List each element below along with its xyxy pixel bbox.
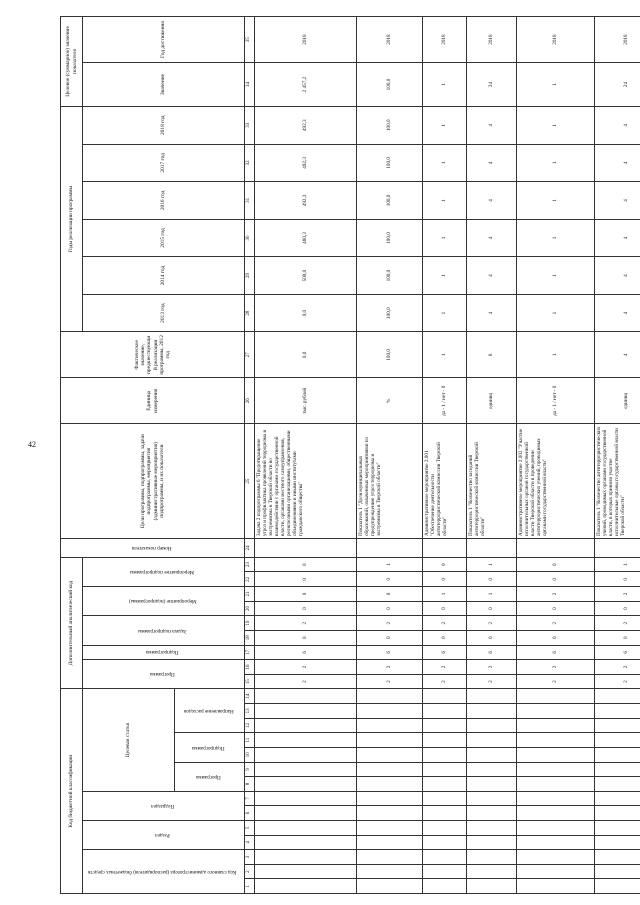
code-digit: 0 <box>357 601 423 616</box>
row-final-year: 2018 <box>595 17 640 63</box>
data-rows <box>255 17 640 894</box>
column-number: 7 <box>245 791 255 806</box>
task-header: Задача подпрограммы <box>83 616 245 645</box>
row-year-value: 4 <box>467 144 517 182</box>
code-digit: 2 <box>467 674 517 689</box>
table-row <box>255 17 357 894</box>
row-unit: да - 1 / нет - 0 <box>517 378 595 424</box>
final-group-header: Целевое (суммарное) значение показателя <box>61 17 83 107</box>
row-year-value: 1 <box>517 219 595 257</box>
subprogram-subheader: Подпрограмма <box>175 733 245 762</box>
kbk-cell <box>595 704 640 719</box>
row-year-value: 4 <box>595 144 640 182</box>
table-row <box>467 17 517 894</box>
kbk-cell <box>357 762 423 777</box>
kbk-cell <box>357 879 423 894</box>
kbk-cell <box>595 806 640 821</box>
column-number: 19 <box>245 616 255 631</box>
kbk-cell <box>517 879 595 894</box>
year-2017-header: 2017 год <box>83 144 245 182</box>
code-digit: 2 <box>517 660 595 675</box>
row-year-value: 0,0 <box>255 294 357 332</box>
rotated-table-frame <box>60 16 630 894</box>
column-number: 29 <box>245 257 255 295</box>
indicator-number-cell <box>467 539 517 558</box>
code-digit: 2 <box>467 616 517 631</box>
kbk-cell <box>255 704 357 719</box>
section-header: Раздел <box>83 820 245 849</box>
kbk-cell <box>467 747 517 762</box>
indicator-number-cell <box>595 539 640 558</box>
kbk-cell <box>357 864 423 879</box>
row-final-value: 24 <box>595 63 640 107</box>
row-fact: 100,0 <box>357 332 423 378</box>
row-year-value: 4 <box>595 182 640 220</box>
code-digit: 2 <box>357 674 423 689</box>
code-digit: 0 <box>255 572 357 587</box>
kbk-cell <box>255 879 357 894</box>
column-number: 9 <box>245 762 255 777</box>
column-number: 23 <box>245 557 255 572</box>
kbk-cell <box>517 791 595 806</box>
purpose-article-header: Целевая статья <box>83 689 175 791</box>
row-fact: 0,0 <box>255 332 357 378</box>
column-number: 5 <box>245 820 255 835</box>
row-year-value: 100,0 <box>357 106 423 144</box>
code-digit: 0 <box>467 601 517 616</box>
code-digit: 2 <box>255 616 357 631</box>
row-name: Показатель 1 "Количество заседаний антитеррористической комиссии Тверской области" <box>467 424 517 539</box>
program-subheader: Программа <box>175 762 245 791</box>
code-digit: 6 <box>357 645 423 660</box>
code-digit: 1 <box>467 557 517 572</box>
kbk-cell <box>517 820 595 835</box>
code-digit: 0 <box>357 572 423 587</box>
row-year-value: 1 <box>423 257 467 295</box>
indicator-number-cell <box>255 539 357 558</box>
kbk-cell <box>423 704 467 719</box>
kbk-cell <box>467 704 517 719</box>
row-year-value: 492,3 <box>255 182 357 220</box>
kbk-cell <box>357 718 423 733</box>
kbk-cell <box>255 820 357 835</box>
unit-header: Единица измерения <box>61 378 245 424</box>
code-digit: 2 <box>595 616 640 631</box>
code-digit: 2 <box>517 674 595 689</box>
column-number: 24 <box>245 539 255 558</box>
admin-code-header: Код главного администратора (распорядителя) бюджетных средств <box>83 850 245 894</box>
column-numbers-row <box>245 17 255 894</box>
code-digit: 0 <box>595 630 640 645</box>
code-digit: 1 <box>595 557 640 572</box>
kbk-cell <box>255 733 357 748</box>
column-number: 33 <box>245 106 255 144</box>
year-2014-header: 2014 год <box>83 257 245 295</box>
kbk-cell <box>357 747 423 762</box>
code-digit: 0 <box>423 630 467 645</box>
column-number: 1 <box>245 879 255 894</box>
row-year-value: 1 <box>517 144 595 182</box>
code-digit: 1 <box>357 557 423 572</box>
row-year-value: 1 <box>517 294 595 332</box>
code-digit: 2 <box>255 674 357 689</box>
kbk-cell <box>517 835 595 850</box>
kbk-cell <box>357 704 423 719</box>
event-header: Мероприятие (подпрограммы) <box>83 587 245 616</box>
column-number: 22 <box>245 572 255 587</box>
kbk-cell <box>255 747 357 762</box>
row-final-value: 1 <box>517 63 595 107</box>
page-number: 42 <box>28 440 36 449</box>
kbk-cell <box>467 850 517 865</box>
kbk-cell <box>595 850 640 865</box>
row-final-value: 1 <box>423 63 467 107</box>
row-fact: 1 <box>517 332 595 378</box>
kbk-cell <box>423 762 467 777</box>
column-number: 32 <box>245 144 255 182</box>
kbk-header: Код бюджетной классификации <box>61 689 83 894</box>
row-name: Показатель 1 "Количество антитеррористических учений, проводимых органами государственной власти, в которых приняли участие исполнительные органы государственной власти Тверской области" <box>595 424 640 539</box>
kbk-cell <box>517 850 595 865</box>
kbk-cell <box>595 689 640 704</box>
kbk-cell <box>255 762 357 777</box>
kbk-cell <box>467 806 517 821</box>
row-year-value: 480,3 <box>255 219 357 257</box>
row-year-value: 1 <box>423 219 467 257</box>
kbk-cell <box>595 762 640 777</box>
row-year-value: 100,0 <box>357 144 423 182</box>
column-number: 27 <box>245 332 255 378</box>
kbk-cell <box>423 850 467 865</box>
row-name: Показатель 1 "Доля муниципальных образований, охваченных мероприятиями по предупреждению угроз терроризма и экстремизма в Тверской области" <box>357 424 423 539</box>
indicator-number-cell <box>423 539 467 558</box>
row-final-year: 2018 <box>255 17 357 63</box>
kbk-cell <box>595 747 640 762</box>
row-unit: единиц <box>595 378 640 424</box>
row-unit: да - 1 / нет - 0 <box>423 378 467 424</box>
kbk-cell <box>467 879 517 894</box>
row-unit: единиц <box>467 378 517 424</box>
row-final-value: 100,0 <box>357 63 423 107</box>
indicator-number-header: Номер показателя <box>61 539 245 558</box>
kbk-cell <box>467 733 517 748</box>
row-year-value: 4 <box>595 219 640 257</box>
kbk-cell <box>423 718 467 733</box>
code-digit: 6 <box>255 645 357 660</box>
kbk-cell <box>595 777 640 792</box>
column-number: 30 <box>245 219 255 257</box>
column-number: 16 <box>245 660 255 675</box>
code-digit: 6 <box>517 645 595 660</box>
row-final-year: 2018 <box>423 17 467 63</box>
kbk-cell <box>595 791 640 806</box>
code-digit: 2 <box>423 660 467 675</box>
row-final-year: 2018 <box>357 17 423 63</box>
program-classifier-header: Дополнительный аналитический код <box>61 557 83 689</box>
column-number: 15 <box>245 674 255 689</box>
row-fact: 1 <box>423 332 467 378</box>
column-number: 4 <box>245 835 255 850</box>
kbk-cell <box>467 864 517 879</box>
kbk-cell <box>255 806 357 821</box>
row-year-value: 4 <box>595 106 640 144</box>
kbk-cell <box>423 777 467 792</box>
row-year-value: 100,0 <box>357 219 423 257</box>
kbk-cell <box>467 820 517 835</box>
code-digit: 2 <box>255 660 357 675</box>
row-final-year: 2018 <box>467 17 517 63</box>
code-digit: 0 <box>467 572 517 587</box>
kbk-cell <box>595 864 640 879</box>
column-number: 35 <box>245 17 255 63</box>
kbk-cell <box>255 777 357 792</box>
row-year-value: 4 <box>467 219 517 257</box>
code-digit: 2 <box>517 616 595 631</box>
event3-header: Мероприятие подпрограммы <box>83 557 245 586</box>
row-year-value: 500,0 <box>255 257 357 295</box>
row-year-value: 1 <box>423 144 467 182</box>
row-year-value: 100,0 <box>357 257 423 295</box>
code-digit: 2 <box>595 674 640 689</box>
code-digit: 2 <box>595 660 640 675</box>
row-year-value: 100,0 <box>357 294 423 332</box>
row-year-value: 1 <box>423 106 467 144</box>
kbk-cell <box>357 850 423 865</box>
kbk-cell <box>423 747 467 762</box>
row-name: Административное мероприятие 2.001 "Обеспечение деятельности антитеррористической комиссии Тверской области" <box>423 424 467 539</box>
code-digit: 2 <box>595 587 640 602</box>
kbk-cell <box>517 733 595 748</box>
kbk-cell <box>423 791 467 806</box>
kbk-cell <box>467 791 517 806</box>
kbk-cell <box>423 689 467 704</box>
final-value-header: Значение <box>83 63 245 107</box>
column-number: 26 <box>245 378 255 424</box>
table-row <box>517 17 595 894</box>
row-year-value: 4 <box>467 294 517 332</box>
kbk-cell <box>255 835 357 850</box>
kbk-cell <box>467 718 517 733</box>
row-year-value: 4 <box>595 294 640 332</box>
indicator-number-cell <box>517 539 595 558</box>
code-digit: 0 <box>517 572 595 587</box>
code-digit: 6 <box>595 645 640 660</box>
row-year-value: 4 <box>467 257 517 295</box>
row-year-value: 1 <box>517 257 595 295</box>
kbk-cell <box>517 777 595 792</box>
row-final-value: 24 <box>467 63 517 107</box>
code-digit: 0 <box>357 630 423 645</box>
name-header: Цели программы, подпрограммы, задачи подпрограммы, мероприятия (административные мероприятия) подпрограммы, и их показатели <box>61 424 245 539</box>
code-digit: 6 <box>423 645 467 660</box>
kbk-cell <box>357 806 423 821</box>
code-digit: 0 <box>255 601 357 616</box>
row-year-value: 100,0 <box>357 182 423 220</box>
code-digit: 2 <box>423 674 467 689</box>
kbk-cell <box>255 718 357 733</box>
kbk-cell <box>255 689 357 704</box>
years-group-header: Годы реализации программы <box>61 106 83 331</box>
kbk-cell <box>357 733 423 748</box>
code-digit: 0 <box>423 601 467 616</box>
kbk-cell <box>423 835 467 850</box>
kbk-cell <box>423 879 467 894</box>
year-2013-header: 2013 год <box>83 294 245 332</box>
code-digit: 2 <box>517 587 595 602</box>
kbk-cell <box>517 762 595 777</box>
kbk-cell <box>467 777 517 792</box>
column-number: 28 <box>245 294 255 332</box>
row-fact: 8 <box>467 332 517 378</box>
kbk-cell <box>517 718 595 733</box>
table-row <box>423 17 467 894</box>
code-digit: 0 <box>595 572 640 587</box>
column-number: 6 <box>245 806 255 821</box>
column-number: 3 <box>245 850 255 865</box>
column-number: 34 <box>245 63 255 107</box>
code-digit: 0 <box>255 557 357 572</box>
kbk-cell <box>423 820 467 835</box>
kbk-cell <box>357 820 423 835</box>
kbk-cell <box>595 879 640 894</box>
column-number: 31 <box>245 182 255 220</box>
code-digit: 6 <box>467 645 517 660</box>
table-sheet <box>60 16 630 894</box>
kbk-cell <box>423 864 467 879</box>
row-final-value: 2 457,2 <box>255 63 357 107</box>
header-row-1 <box>61 17 83 894</box>
row-year-value: 4 <box>467 182 517 220</box>
column-number: 20 <box>245 601 255 616</box>
kbk-cell <box>357 835 423 850</box>
table-row <box>595 17 640 894</box>
code-digit: 0 <box>595 601 640 616</box>
code-digit: 0 <box>467 630 517 645</box>
kbk-cell <box>467 689 517 704</box>
kbk-cell <box>595 835 640 850</box>
column-number: 12 <box>245 718 255 733</box>
kbk-cell <box>517 689 595 704</box>
kbk-cell <box>595 718 640 733</box>
column-number: 21 <box>245 587 255 602</box>
kbk-cell <box>595 733 640 748</box>
year-2016-header: 2016 год <box>83 182 245 220</box>
code-digit: 0 <box>517 557 595 572</box>
code-digit: 2 <box>423 616 467 631</box>
code-digit: 0 <box>517 601 595 616</box>
kbk-cell <box>423 806 467 821</box>
indicator-number-cell <box>357 539 423 558</box>
code-digit: 0 <box>255 587 357 602</box>
kbk-cell <box>517 864 595 879</box>
year-2018-header: 2018 год <box>83 106 245 144</box>
kbk-cell <box>255 850 357 865</box>
row-year-value: 1 <box>517 106 595 144</box>
column-number: 14 <box>245 689 255 704</box>
code-digit: 1 <box>423 587 467 602</box>
prog-header: Программа <box>83 660 245 689</box>
fact-header: Фактическое значение, предшествующий реализации программы, 2012 год <box>61 332 245 378</box>
column-number: 10 <box>245 747 255 762</box>
kbk-cell <box>517 704 595 719</box>
row-fact: 4 <box>595 332 640 378</box>
kbk-cell <box>517 806 595 821</box>
row-year-value: 492,3 <box>255 144 357 182</box>
program-indicators-table <box>60 16 640 894</box>
column-number: 17 <box>245 645 255 660</box>
row-year-value: 1 <box>423 294 467 332</box>
code-digit: 2 <box>357 660 423 675</box>
column-number: 2 <box>245 864 255 879</box>
row-year-value: 4 <box>595 257 640 295</box>
direction-subheader: Направление расходов <box>175 689 245 733</box>
code-digit: 0 <box>357 587 423 602</box>
column-number: 25 <box>245 424 255 539</box>
kbk-cell <box>255 864 357 879</box>
column-number: 18 <box>245 630 255 645</box>
kbk-cell <box>467 835 517 850</box>
code-digit: 0 <box>423 572 467 587</box>
kbk-cell <box>467 762 517 777</box>
column-number: 11 <box>245 733 255 748</box>
kbk-cell <box>357 777 423 792</box>
row-year-value: 4 <box>467 106 517 144</box>
table-row <box>357 17 423 894</box>
kbk-cell <box>357 791 423 806</box>
kbk-cell <box>517 747 595 762</box>
code-digit: 0 <box>517 630 595 645</box>
final-year-header: Год достижения <box>83 17 245 63</box>
row-final-year: 2018 <box>517 17 595 63</box>
column-number: 13 <box>245 704 255 719</box>
kbk-cell <box>423 733 467 748</box>
row-unit: тыс. рублей <box>255 378 357 424</box>
code-digit: 1 <box>467 587 517 602</box>
row-year-value: 1 <box>423 182 467 220</box>
row-name: Задача 2 подпрограммы 6 "Предотвращение угроз и профилактика проявлений терроризма и экстремизма в Тверской области во взаимодействии с органами государственной власти, органами местного самоуправления, религиозными организациями, общественными объединениями и иными институтами гражданского общества" <box>255 424 357 539</box>
code-digit: 2 <box>467 660 517 675</box>
code-digit: 2 <box>357 616 423 631</box>
code-digit: 0 <box>255 630 357 645</box>
code-digit: 0 <box>423 557 467 572</box>
column-number: 8 <box>245 777 255 792</box>
row-year-value: 492,3 <box>255 106 357 144</box>
subprog-header: Подпрограмма <box>83 645 245 660</box>
row-unit: % <box>357 378 423 424</box>
row-name: Административное мероприятие 2.002 "Участие исполнительных органов государственной власти Тверской области в проведении антитеррористических учений, проводимых органами государственной власти" <box>517 424 595 539</box>
year-2015-header: 2015 год <box>83 219 245 257</box>
subsection-header: Подраздел <box>83 791 245 820</box>
row-year-value: 1 <box>517 182 595 220</box>
kbk-cell <box>357 689 423 704</box>
kbk-cell <box>595 820 640 835</box>
kbk-cell <box>255 791 357 806</box>
